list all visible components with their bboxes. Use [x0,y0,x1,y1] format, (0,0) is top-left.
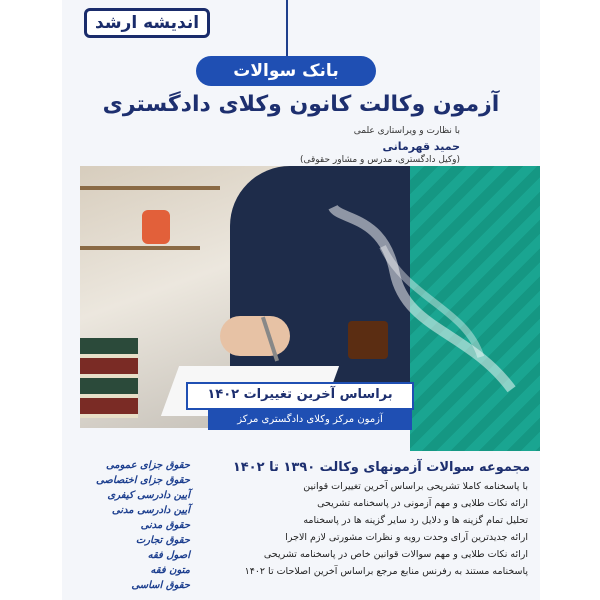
feature-item: ارائه نکات طلایی و مهم آزمونی در پاسخنامه تشریحی [317,498,528,509]
topic-item: حقوق اساسی [131,580,190,591]
shelf [80,246,200,250]
book-stack [80,338,138,418]
supervision-label: با نظارت و ویراستاری علمی [353,126,460,136]
topic-item: آیین دادرسی کیفری [107,490,190,501]
divider-line [286,0,288,62]
topic-item: اصول فقه [147,550,190,561]
feature-item: ارائه نکات طلایی و مهم سوالات قوانین خاص در پاسخنامه تشریحی [263,549,528,560]
topic-list [70,458,190,593]
bank-label: بانک سوالات [196,56,376,86]
collection-title: مجموعه سوالات آزمونهای وکالت ۱۳۹۰ تا ۱۴۰۲ [232,460,530,475]
publisher-logo: اندیشه ارشد [84,8,210,38]
feature-item: با پاسخنامه کاملا تشریحی براساس آخرین تغییرات قوانین [303,481,528,492]
feature-item: ارائه جدیدترین آرای وحدت رویه و نظرات مشورتی لازم الاجرا [285,532,528,543]
center-badge: آزمون مرکز وکلای دادگستری مرکز [208,410,412,430]
book-cover [62,0,540,600]
topic-item: حقوق جزای عمومی [105,460,190,471]
topic-item: حقوق جزای اختصاصی [96,475,190,486]
feature-item: تحلیل تمام گزینه ها و دلایل رد سایر گزینه ها در پاسخنامه [303,515,528,526]
update-badge: براساس آخرین تغییرات ۱۴۰۲ [186,382,414,410]
decor-jar [142,210,170,244]
topic-item: آیین دادرسی مدنی [111,505,190,516]
feature-item: پاسخنامه مستند به رفرنس منابع مرجع براساس آخرین اصلاحات تا ۱۴۰۲ [244,566,528,577]
topic-item: متون فقه [150,565,190,576]
author-description: (وکیل دادگستری، مدرس و مشاور حقوقی) [299,155,460,165]
topic-item: حقوق تجارت [135,535,190,546]
author-name: حمید قهرمانی [382,140,460,153]
feature-list [228,478,528,580]
shelf [80,186,220,190]
topic-item: حقوق مدنی [140,520,190,531]
book-title: آزمون وکالت کانون وکلای دادگستری [102,92,500,117]
